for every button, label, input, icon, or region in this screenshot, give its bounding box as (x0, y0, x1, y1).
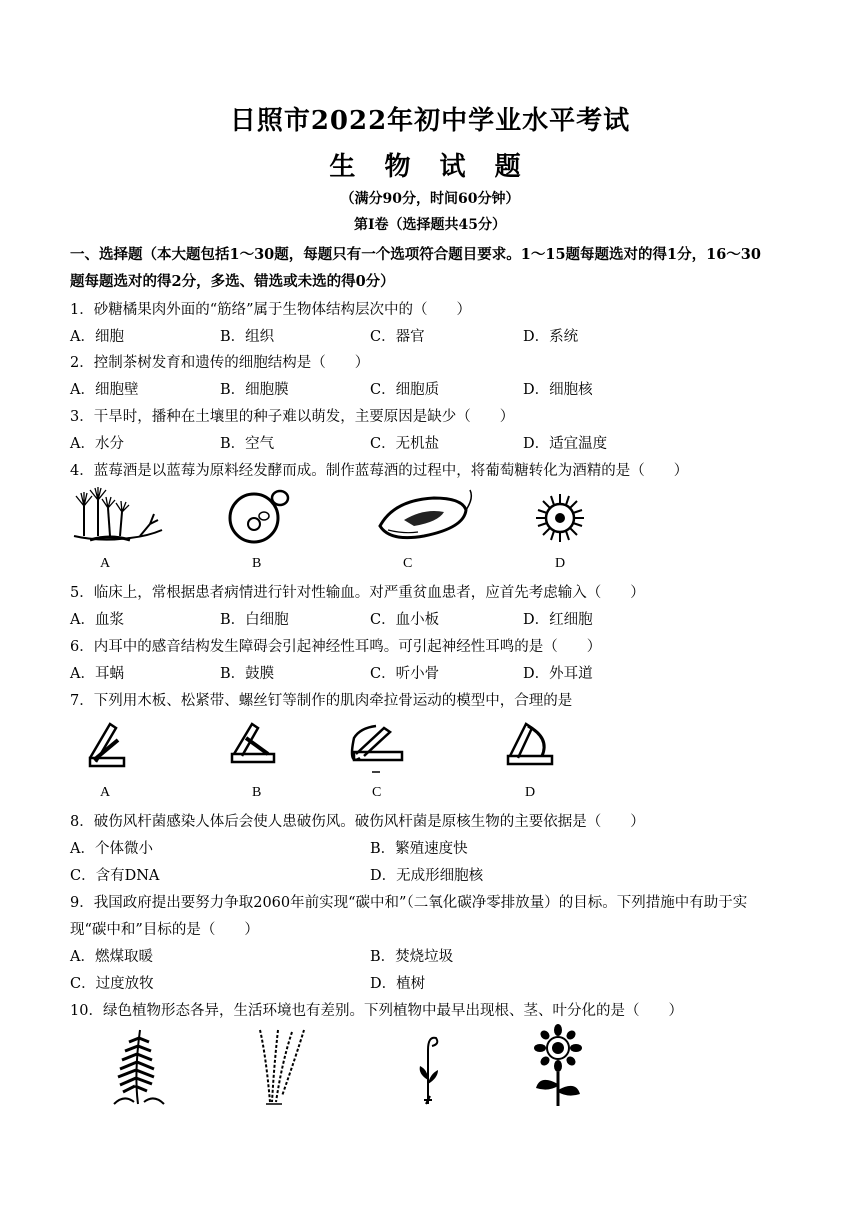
option-c[interactable]: C．无机盐 (370, 436, 440, 452)
question-8-stem: 8．破伤风杆菌感染人体后会使人患破伤风。破伤风杆菌是原核生物的主要依据是（ ） (70, 814, 645, 830)
question-1-options (70, 325, 790, 347)
question-9-options-row-2 (70, 972, 790, 994)
figure-label-a: A (100, 556, 111, 571)
option-d[interactable]: D．红细胞 (523, 612, 593, 628)
figure-label-d: D (555, 556, 566, 571)
figure-label-c: C (403, 556, 413, 571)
question-8-options-row-1 (70, 837, 790, 859)
option-a[interactable]: A．耳蜗 (70, 666, 124, 682)
instructions-line-1: 一、选择题（本大题包括1～30题，每题只有一个选项符合题目要求。1～15题每题选对的得1分，16～30 (70, 246, 761, 263)
figure-label-b: B (252, 785, 262, 800)
option-b[interactable]: B．空气 (220, 436, 275, 452)
option-a[interactable]: A．细胞壁 (70, 382, 139, 398)
fern-plant-image[interactable] (104, 1024, 170, 1108)
question-9-stem-line-2: 现“碳中和”目标的是（ ） (70, 922, 259, 938)
mold-image[interactable] (70, 486, 165, 548)
muscle-model-b-image[interactable] (226, 718, 280, 770)
option-b[interactable]: B．繁殖速度快 (370, 841, 468, 857)
option-d[interactable]: D．适宜温度 (523, 436, 608, 452)
exam-title: 日照市2022年初中学业水平考试 (229, 106, 631, 136)
question-2-options (70, 378, 790, 400)
question-5-options (70, 608, 790, 630)
virus-image[interactable] (528, 488, 592, 548)
question-6-options (70, 662, 790, 684)
question-3-options (70, 432, 790, 454)
figure-label-d: D (525, 785, 536, 800)
question-1-stem: 1．砂糖橘果肉外面的“筋络”属于生物体结构层次中的（ ） (70, 302, 472, 318)
bacterium-image[interactable] (374, 486, 484, 548)
muscle-model-a-image[interactable] (84, 718, 132, 770)
question-10-stem: 10．绿色植物形态各异，生活环境也有差别。下列植物中最早出现根、茎、叶分化的是（ ） (70, 1003, 683, 1019)
question-4-stem: 4．蓝莓酒是以蓝莓为原料经发酵而成。制作蓝莓酒的过程中，将葡萄糖转化为酒精的是（ ） (70, 463, 689, 479)
question-3-stem: 3．干旱时，播种在土壤里的种子难以萌发，主要原因是缺少（ ） (70, 409, 515, 425)
muscle-model-d-image[interactable] (502, 718, 558, 770)
option-b[interactable]: B．组织 (220, 329, 275, 345)
question-6-stem: 6．内耳中的感音结构发生障碍会引起神经性耳鸣。可引起神经性耳鸣的是（ ） (70, 639, 602, 655)
option-c[interactable]: C．含有DNA (70, 868, 160, 884)
muscle-model-c-image[interactable] (346, 718, 408, 776)
question-9-stem-line-1: 9．我国政府提出要努力争取2060年前实现“碳中和”（二氧化碳净零排放量）的目标。下列措施中有助于实 (70, 895, 748, 911)
option-c[interactable]: C．听小骨 (370, 666, 440, 682)
option-a[interactable]: A．细胞 (70, 329, 124, 345)
figure-label-b: B (252, 556, 262, 571)
option-c[interactable]: C．过度放牧 (70, 976, 154, 992)
option-c[interactable]: C．细胞质 (370, 382, 440, 398)
moss-plant-image[interactable] (252, 1026, 308, 1106)
figure-label-c: C (372, 785, 382, 800)
score-time-note: （满分90分，时间60分钟） (340, 191, 520, 207)
option-d[interactable]: D．无成形细胞核 (370, 868, 484, 884)
option-c[interactable]: C．器官 (370, 329, 425, 345)
subject-title: 生 物 试 题 (329, 152, 531, 182)
option-a[interactable]: A．水分 (70, 436, 124, 452)
question-9-options-row-1 (70, 945, 790, 967)
question-5-stem: 5．临床上，常根据患者病情进行针对性输血。对严重贫血患者，应首先考虑输入（ ） (70, 585, 645, 601)
volume-heading: 第Ⅰ卷（选择题共45分） (353, 217, 507, 233)
option-a[interactable]: A．燃煤取暖 (70, 949, 153, 965)
question-2-stem: 2．控制茶树发育和遗传的细胞结构是（ ） (70, 355, 370, 371)
instructions-line-2: 题每题选对的得2分，多选、错选或未选的得0分） (70, 273, 395, 290)
option-d[interactable]: D．细胞核 (523, 382, 593, 398)
option-b[interactable]: B．细胞膜 (220, 382, 289, 398)
seedling-plant-image[interactable] (414, 1030, 444, 1108)
sunflower-plant-image[interactable] (526, 1024, 590, 1108)
option-b[interactable]: B．鼓膜 (220, 666, 275, 682)
option-d[interactable]: D．系统 (523, 329, 579, 345)
question-7-stem: 7．下列用木板、松紧带、螺丝钉等制作的肌肉牵拉骨运动的模型中，合理的是 (70, 693, 573, 709)
option-d[interactable]: D．植树 (370, 976, 426, 992)
question-8-options-row-2 (70, 864, 790, 886)
option-b[interactable]: B．焚烧垃圾 (370, 949, 454, 965)
figure-label-a: A (100, 785, 111, 800)
option-a[interactable]: A．血浆 (70, 612, 124, 628)
option-a[interactable]: A．个体微小 (70, 841, 153, 857)
option-b[interactable]: B．白细胞 (220, 612, 289, 628)
option-c[interactable]: C．血小板 (370, 612, 440, 628)
yeast-image[interactable] (222, 486, 302, 546)
option-d[interactable]: D．外耳道 (523, 666, 593, 682)
